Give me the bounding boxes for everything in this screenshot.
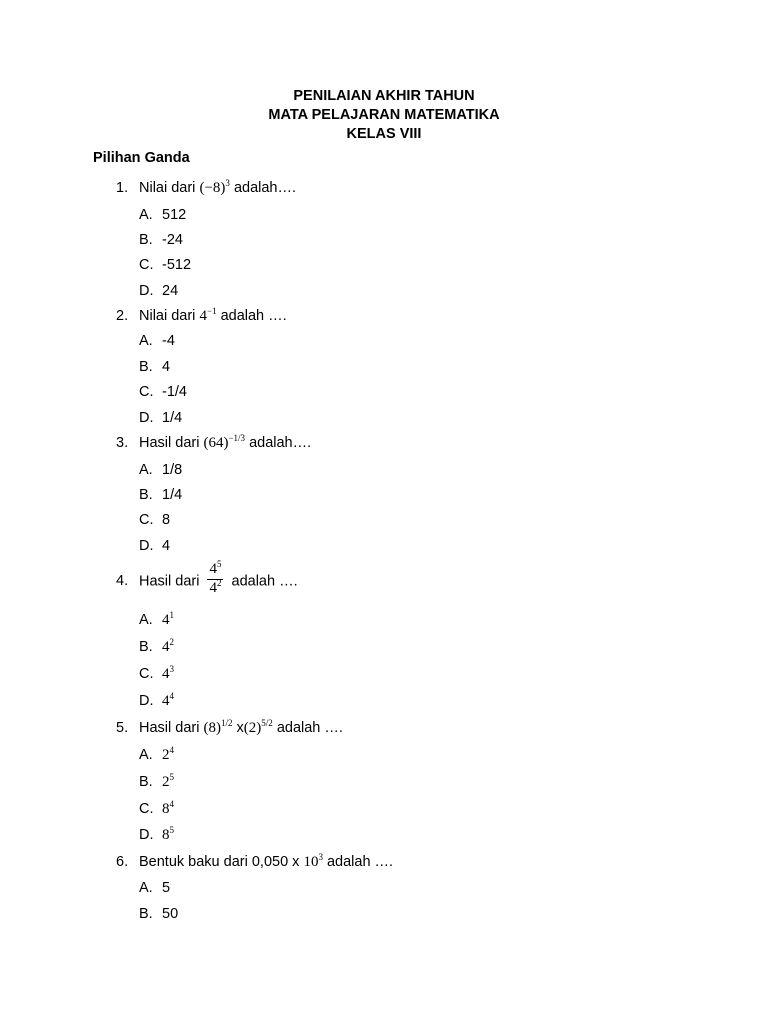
document-title: PENILAIAN AKHIR TAHUN <box>293 88 475 104</box>
question-text: Nilai dari <box>139 308 196 324</box>
question-text: Hasil dari <box>139 435 200 451</box>
question-number: 4. <box>116 573 129 590</box>
math-expression-1: $(8)^{1/2}$ <box>203 718 233 736</box>
question-1 <box>116 180 296 197</box>
option-2c: C. -1/4 <box>139 384 187 400</box>
question-number: 6. <box>116 854 129 870</box>
math-expression: $4^{-1}$ <box>199 306 217 324</box>
question-5 <box>116 720 343 737</box>
question-text: Nilai dari <box>139 180 196 196</box>
option-5d: D. $8^5$ <box>139 825 174 843</box>
option-3b: B. 1/4 <box>139 487 183 503</box>
question-text: Bentuk baku dari 0,050 x <box>139 854 300 870</box>
option-2d: D. 1/4 <box>139 410 183 426</box>
option-3a: A. 1/8 <box>139 462 183 478</box>
question-text-after: adalah…. <box>233 180 297 196</box>
option-3d: D. 4 <box>139 538 171 554</box>
fraction-expression <box>207 561 223 598</box>
document-subject: MATA PELAJARAN MATEMATIKA <box>268 107 500 123</box>
option-4c: C. $4^3$ <box>139 664 174 682</box>
fraction-denominator: $4^2$ <box>209 578 222 596</box>
math-expression-2: $(2)^{5/2}$ <box>243 718 273 736</box>
option-2b: B. 4 <box>139 359 171 375</box>
document-class: KELAS VIII <box>346 126 422 142</box>
question-2 <box>116 308 287 325</box>
times-sign: x <box>236 720 244 736</box>
option-5a: A. $2^4$ <box>139 745 174 763</box>
option-2a: A. -4 <box>139 333 175 349</box>
question-text-after: adalah …. <box>326 854 394 870</box>
question-text: Hasil dari <box>139 573 200 590</box>
option-6b: B. 50 <box>139 906 179 922</box>
question-number: 2. <box>116 308 129 324</box>
math-expression: $10^3$ <box>303 852 323 870</box>
option-4a: A. $4^1$ <box>139 610 174 628</box>
question-text-after: adalah …. <box>276 720 343 736</box>
question-4 <box>116 559 298 600</box>
math-expression: $(64)^{-1/3}$ <box>203 433 246 451</box>
option-1b: B. -24 <box>139 232 183 248</box>
question-number: 3. <box>116 435 129 451</box>
option-6a: A. 5 <box>139 880 171 896</box>
option-1c: C. -512 <box>139 257 192 273</box>
section-title: Pilihan Ganda <box>93 150 190 166</box>
option-5c: C. $8^4$ <box>139 799 174 817</box>
option-3c: C. 8 <box>139 512 171 528</box>
question-3 <box>116 435 311 452</box>
option-4d: D. $4^4$ <box>139 691 174 709</box>
option-1d: D. 24 <box>139 283 179 299</box>
question-text-after: adalah …. <box>231 573 298 590</box>
question-text-after: adalah …. <box>220 308 287 324</box>
question-number: 1. <box>116 180 129 196</box>
option-5b: B. $2^5$ <box>139 772 174 790</box>
option-4b: B. $4^2$ <box>139 637 174 655</box>
question-6 <box>116 854 393 871</box>
option-1a: A. 512 <box>139 207 187 223</box>
question-number: 5. <box>116 720 129 736</box>
question-text: Hasil dari <box>139 720 200 736</box>
question-text-after: adalah…. <box>249 435 312 451</box>
fraction-numerator: $4^5$ <box>207 561 223 580</box>
math-expression: $(-8)^3$ <box>199 178 230 196</box>
